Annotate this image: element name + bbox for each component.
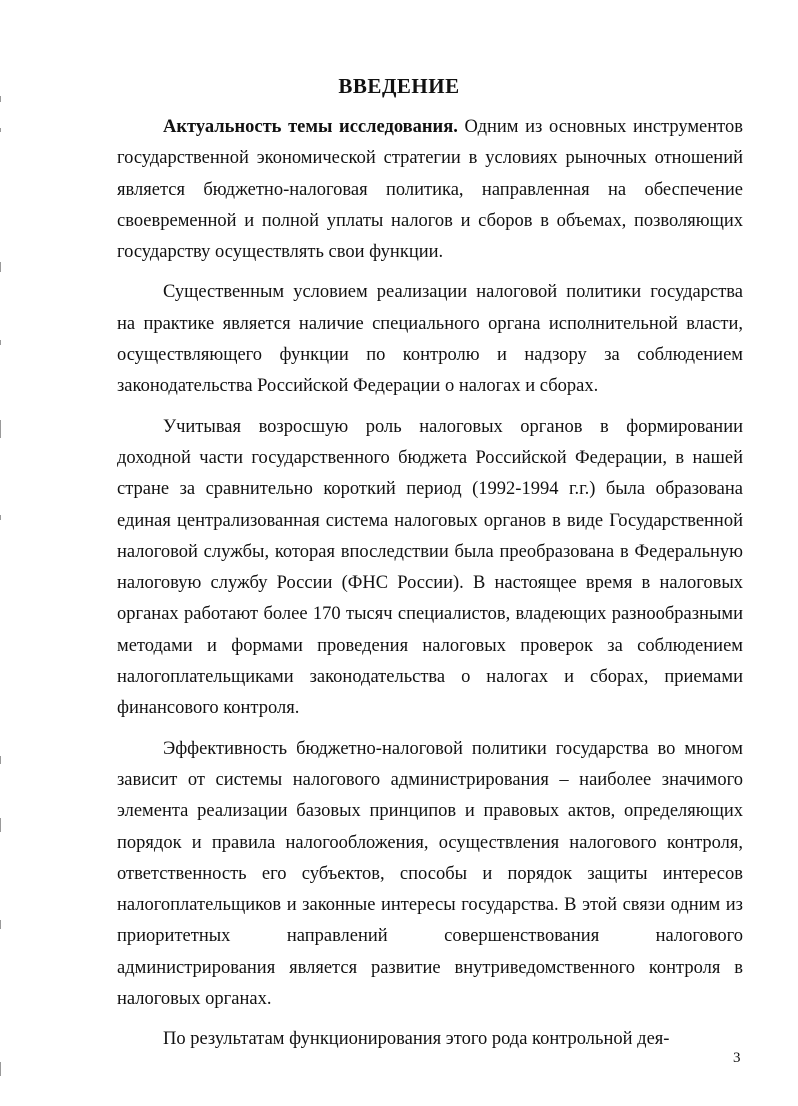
paragraph-efficiency xyxy=(117,734,743,1016)
paragraph-tax-service xyxy=(117,412,743,725)
paragraph-condition xyxy=(117,277,743,402)
scan-speck xyxy=(0,756,1,764)
paragraph-text: Существенным условием реализации налоговой политики государства на практике является наличие специального органа исполнительной власти, осуществляющего функции по контролю и надзору за соблюдением законодательства Российской Федерации о налогах и сборах. xyxy=(117,282,743,397)
scan-speck xyxy=(0,420,1,438)
scan-speck xyxy=(0,818,1,832)
paragraph-lead: Актуальность темы исследования. xyxy=(163,117,458,137)
scan-speck xyxy=(0,128,1,132)
paragraph-text: Эффективность бюджетно-налоговой политики государства во многом зависит от системы налогового администрирования – наиболее значимого элемента реализации базовых принципов и правовых актов, определяющих порядок и правила налогообложения, осуществления налогового контроля, ответственность его субъектов, способы и порядок защиты интересов налогоплательщиков и законные интересы государства. В этой связи одним из приоритетных направлений совершенствования налогового администрирования является развитие внутриведомственного контроля в налоговых органах. xyxy=(117,738,743,1010)
page-title: ВВЕДЕНИЕ xyxy=(338,74,460,98)
paragraph-results xyxy=(117,1024,743,1055)
paragraph-text: Учитывая возросшую роль налоговых органов в формировании доходной части государственного бюджета Российской Федерации, в нашей стране за сравнительно короткий период (1992-1994 г.г.) была образована единая централизованная система налоговых органов в виде Государственной налоговой службы, которая впоследствии была преобразована в Федеральную налоговую службу России (ФНС России). В настоящее время в налоговых органах работают более 170 тысяч специалистов, владеющих разнообразными методами и формами проведения налоговых проверок за соблюдением налогоплательщиками законодательства о налогах и сборах, приемами финансового контроля. xyxy=(117,416,743,719)
body-text xyxy=(117,112,743,1056)
scan-speck xyxy=(0,515,1,520)
scan-speck xyxy=(0,262,1,272)
paragraph-text: По результатам функционирования этого рода контрольной дея- xyxy=(163,1029,670,1050)
paragraph-relevance xyxy=(117,112,743,268)
scan-speck xyxy=(0,1062,1,1076)
scan-edge-specks xyxy=(0,0,16,1106)
page-number: 3 xyxy=(733,1050,741,1066)
scan-speck xyxy=(0,340,1,345)
scan-speck xyxy=(0,920,1,929)
paragraph-text: Одним из основных инструментов государственной экономической стратегии в условиях рыночных отношений является бюджетно-налоговая политика, направленная на обеспечение своевременной и полной уплаты налогов и сборов в объемах, позволяющих государству осуществлять свои функции. xyxy=(117,117,743,263)
